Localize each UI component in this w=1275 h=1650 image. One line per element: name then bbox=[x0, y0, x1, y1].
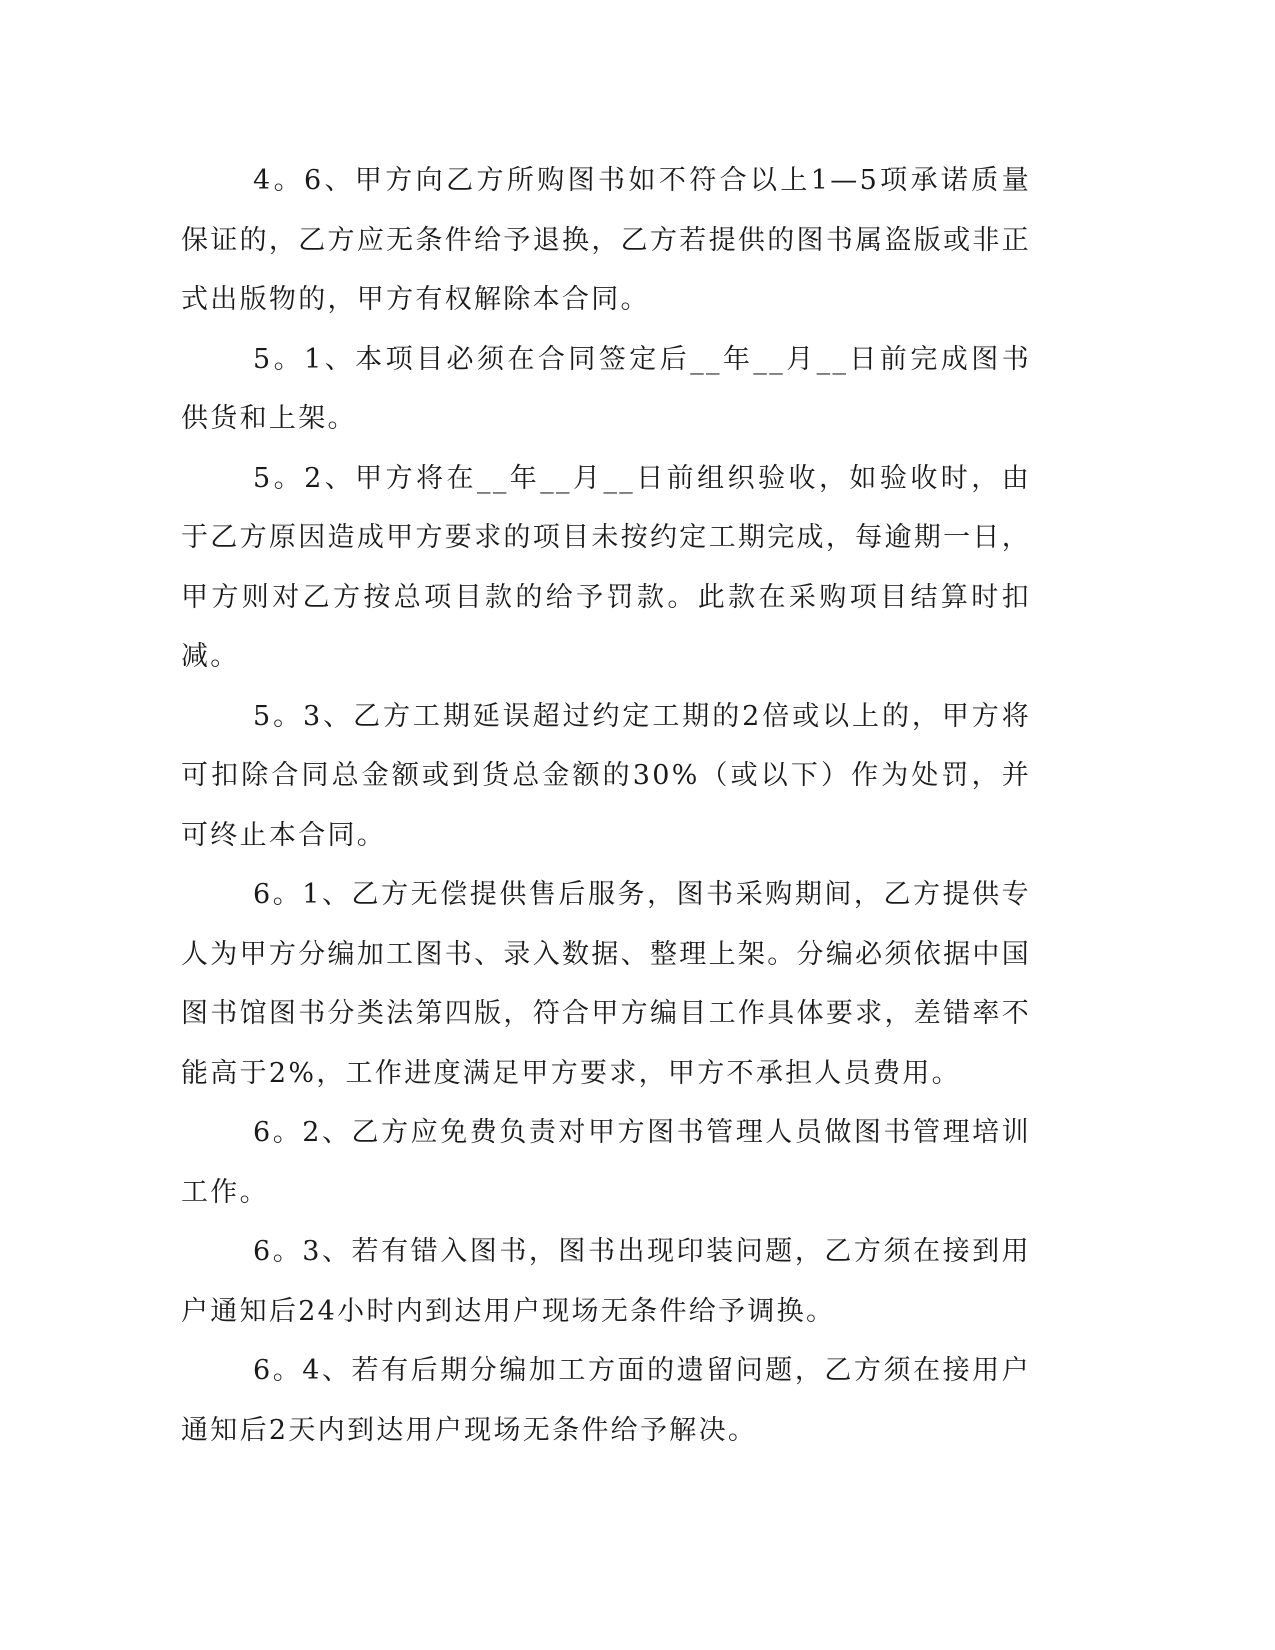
clause-5-1: 5。1、本项目必须在合同签定后__年__月__日前完成图书供货和上架。 bbox=[181, 343, 1031, 434]
clause-6-3: 6。3、若有错入图书，图书出现印装问题，乙方须在接到用户通知后24小时内到达用户现场无条件给予调换。 bbox=[181, 1236, 1031, 1327]
clause-6-2: 6。2、乙方应免费负责对甲方图书管理人员做图书管理培训工作。 bbox=[181, 1117, 1031, 1208]
clause-6-1: 6。1、乙方无偿提供售后服务，图书采购期间，乙方提供专人为甲方分编加工图书、录入数据、整理上架。分编必须依据中国图书馆图书分类法第四版，符合甲方编目工作具体要求，差错率不能高于2%，工作进度满足甲方要求，甲方不承担人员费用。 bbox=[181, 879, 1031, 1089]
clause-5-2: 5。2、甲方将在__年__月__日前组织验收，如验收时，由于乙方原因造成甲方要求的项目未按约定工期完成，每逾期一日，甲方则对乙方按总项目款的给予罚款。此款在采购项目结算时扣减。 bbox=[181, 462, 1031, 672]
clause-5-3: 5。3、乙方工期延误超过约定工期的2倍或以上的，甲方将可扣除合同总金额或到货总金额的30%（或以下）作为处罚，并可终止本合同。 bbox=[181, 700, 1031, 851]
clause-4-6: 4。6、甲方向乙方所购图书如不符合以上1—5项承诺质量保证的，乙方应无条件给予退换，乙方若提供的图书属盗版或非正式出版物的，甲方有权解除本合同。 bbox=[181, 165, 1031, 315]
clause-6-4: 6。4、若有后期分编加工方面的遗留问题，乙方须在接用户通知后2天内到达用户现场无条件给予解决。 bbox=[181, 1355, 1031, 1446]
document-body bbox=[181, 151, 1031, 1460]
